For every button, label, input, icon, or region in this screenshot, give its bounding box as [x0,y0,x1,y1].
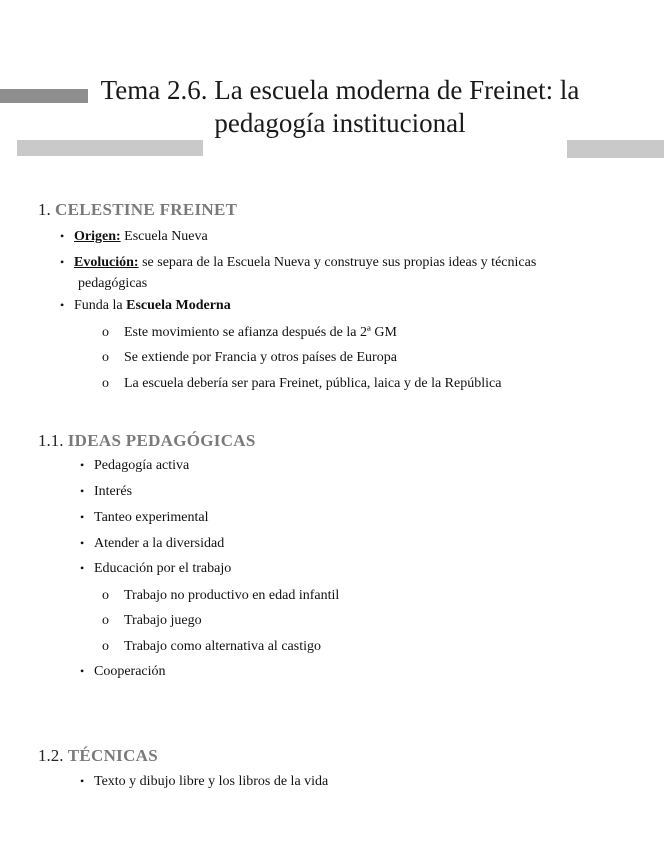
list-item-evolucion [60,252,620,273]
list-item [80,507,208,528]
bullet-icon: • [80,536,85,550]
evolucion-text-continued: pedagógicas [78,276,148,291]
list-item-evolucion-cont [78,273,147,294]
circle-bullet-icon: o [102,350,109,365]
section-heading-celestine [38,200,237,220]
funda-prefix: Funda la [74,298,127,313]
funda-bold: Escuela Moderna [126,298,231,313]
section-heading-ideas [38,431,256,451]
sub-item [102,373,501,394]
circle-bullet-icon: o [102,325,109,340]
sub-item [102,636,321,657]
section-title: TÉCNICAS [67,746,159,765]
sub-item [102,585,339,606]
circle-bullet-icon: o [102,613,109,628]
section-number: 1.2. [38,746,64,765]
section-title: IDEAS PEDAGÓGICAS [67,431,256,450]
origen-text: Escuela Nueva [120,229,208,244]
bullet-icon: • [80,664,85,678]
list-item-origen [60,226,208,247]
bullet-icon: • [60,255,65,269]
list-item [80,481,132,502]
circle-bullet-icon: o [102,376,109,391]
list-item [80,533,224,554]
list-item-text: Cooperación [94,664,166,679]
list-item-text: Atender a la diversidad [94,536,225,551]
sub-item [102,322,397,343]
list-item-text: Educación por el trabajo [94,561,232,576]
bullet-icon: • [80,458,85,472]
sub-item-text: Este movimiento se afianza después de la 2ª GM [124,325,397,340]
list-item [80,661,166,682]
sub-item-text: La escuela debería ser para Freinet, pública, laica y de la República [124,376,502,391]
section-number: 1. [38,200,51,219]
sub-item [102,347,397,368]
list-item-text: Interés [94,484,133,499]
list-item-text: Tanteo experimental [94,510,209,525]
list-item-funda [60,295,231,316]
bullet-icon: • [80,484,85,498]
decorative-bar-center [17,140,203,156]
bullet-icon: • [60,229,65,243]
list-item-text: Pedagogía activa [94,458,190,473]
list-item [80,455,189,476]
sub-item-text: Trabajo como alternativa al castigo [124,639,321,654]
title-line-2: pedagogía institucional [214,108,466,138]
sub-item-text: Trabajo juego [124,613,202,628]
bullet-icon: • [80,774,85,788]
list-item-text: Texto y dibujo libre y los libros de la vida [94,774,329,789]
origen-label: Origen: [74,229,121,244]
bullet-icon: • [60,298,65,312]
list-item [80,558,231,579]
document-title [60,74,620,140]
evolucion-label: Evolución: [74,255,139,270]
list-item [80,771,328,792]
sub-item [102,610,202,631]
evolucion-text: se separa de la Escuela Nueva y construye sus propias ideas y técnicas [138,255,537,270]
sub-item-text: Trabajo no productivo en edad infantil [124,588,340,603]
decorative-bar-right [567,140,664,158]
bullet-icon: • [80,510,85,524]
circle-bullet-icon: o [102,588,109,603]
bullet-icon: • [80,561,85,575]
section-heading-tecnicas [38,746,158,766]
circle-bullet-icon: o [102,639,109,654]
title-line-1: Tema 2.6. La escuela moderna de Freinet: la [100,75,580,105]
section-title: CELESTINE FREINET [55,200,238,219]
section-number: 1.1. [38,431,64,450]
sub-item-text: Se extiende por Francia y otros países de Europa [124,350,397,365]
